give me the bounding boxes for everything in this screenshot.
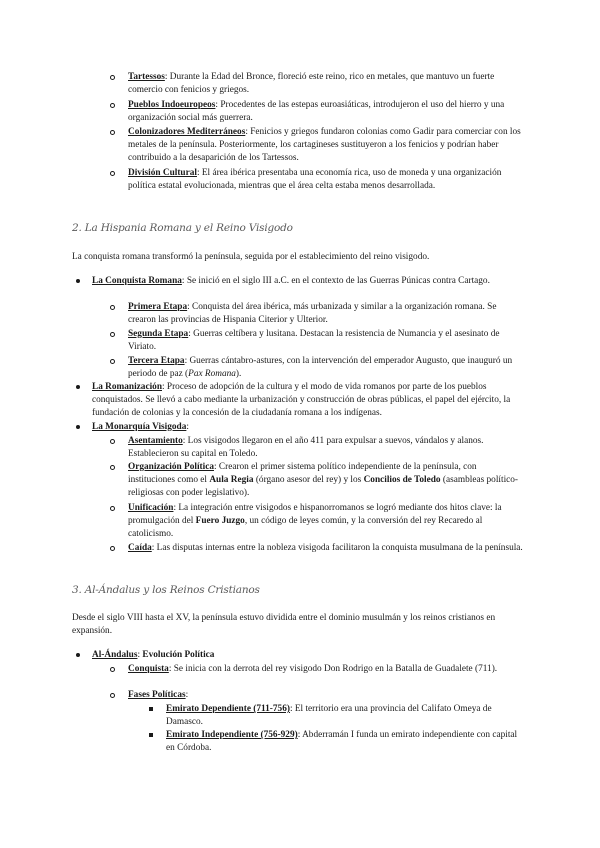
term: Segunda Etapa <box>128 329 189 339</box>
circle-bullet-icon <box>110 130 115 135</box>
section-heading: 3. Al-Ándalus y los Reinos Cristianos <box>72 584 260 596</box>
term: Caída <box>128 543 152 553</box>
disc-bullet-icon <box>76 653 80 657</box>
circle-bullet-icon <box>110 465 115 470</box>
square-bullet-icon <box>149 733 153 737</box>
list-item-division <box>128 167 523 193</box>
term: Al-Ándalus <box>92 650 138 660</box>
circle-bullet-icon <box>110 359 115 364</box>
disc-bullet-icon <box>76 385 80 389</box>
item-bold: Evolución Política <box>142 650 215 660</box>
item-text: : Se inició en el siglo III a.C. en el contexto de las Guerras Púnicas contra Cartago. <box>181 276 490 286</box>
item-text: : Los visigodos llegaron en el año 411 para expulsar a suevos, vándalos y alanos. Establecieron su capital en Toledo. <box>128 436 484 459</box>
term: División Cultural <box>128 168 197 178</box>
list-item-organizacion-politica <box>128 461 523 500</box>
circle-bullet-icon <box>110 75 115 80</box>
item-text: (asambleas político-religiosas con poder legislativo). <box>128 475 519 498</box>
item-italic: Pax Romana <box>188 369 236 379</box>
term: Unificación <box>128 503 174 513</box>
term: Organización Política <box>128 462 214 472</box>
item-text: : Guerras cántabro-astures, con la intervención del emperador Augusto, que inauguró un periodo de paz ( <box>128 356 513 379</box>
item-text: : <box>137 650 143 660</box>
term: Asentamiento <box>128 436 183 446</box>
list-item-caida <box>128 542 523 555</box>
square-bullet-icon <box>149 707 153 711</box>
item-text: : Crearon el primer sistema político independiente de la península, con instituciones como el <box>128 462 477 485</box>
item-text: ). <box>235 369 242 379</box>
term: La Romanización <box>92 382 162 392</box>
list-item-al-andalus <box>92 649 522 662</box>
term: Emirato Independiente (756-929) <box>166 730 298 740</box>
term: Tartessos <box>128 72 165 82</box>
circle-bullet-icon <box>110 667 115 672</box>
term: Fases Políticas <box>128 690 186 700</box>
list-item-primera-etapa <box>128 301 523 327</box>
circle-bullet-icon <box>110 439 115 444</box>
item-text: : <box>185 690 189 700</box>
item-text: : Fenicios y griegos fundaron colonias como Gadir para comerciar con los metales de la península. Posteriormente, los cartagineses sustituyeron a los fenicios y podrían haber contribuido a la desaparición de los Tartessos. <box>128 127 521 163</box>
list-item-unificacion <box>128 502 523 541</box>
item-text: , un código de leyes común, y la conversión del rey Recaredo al catolicismo. <box>128 516 483 539</box>
list-item-colonizadores <box>128 126 523 165</box>
term: Pueblos Indoeuropeos <box>128 100 216 110</box>
list-item-segunda-etapa <box>128 328 523 354</box>
circle-bullet-icon <box>110 546 115 551</box>
circle-bullet-icon <box>110 506 115 511</box>
disc-bullet-icon <box>76 279 80 283</box>
term: La Monarquía Visigoda <box>92 422 187 432</box>
section-intro: Desde el siglo VIII hasta el XV, la península estuvo dividida entre el dominio musulmán y los reinos cristianos en expansión. <box>72 613 496 636</box>
list-item-conquista-romana <box>92 275 522 288</box>
list-item-monarquia-visigoda <box>92 421 522 434</box>
list-item-tartessos <box>128 71 523 97</box>
circle-bullet-icon <box>110 693 115 698</box>
item-bold: Concilios de Toledo <box>363 475 441 485</box>
item-text: : Procedentes de las estepas euroasiáticas, introdujeron el uso del hierro y una organización social más guerrera. <box>128 100 505 123</box>
item-text: : Abderramán I funda un emirato independiente con capital en Córdoba. <box>166 730 518 753</box>
item-bold: Aula Regia <box>209 475 254 485</box>
term: Conquista <box>128 664 169 674</box>
circle-bullet-icon <box>110 103 115 108</box>
item-text: : El área ibérica presentaba una economía rica, uso de moneda y una organización política estatal evolucionada, mientras que el área celta estaba menos desarrollada. <box>128 168 502 191</box>
circle-bullet-icon <box>110 332 115 337</box>
list-item-asentamiento <box>128 435 523 461</box>
item-text: : Las disputas internas entre la nobleza visigoda facilitaron la conquista musulmana de la península. <box>151 543 523 553</box>
item-text: : Se inicia con la derrota del rey visigodo Don Rodrigo en la Batalla de Guadalete (711). <box>168 664 498 674</box>
circle-bullet-icon <box>110 305 115 310</box>
circle-bullet-icon <box>110 171 115 176</box>
term: Emirato Dependiente (711-756) <box>166 704 290 714</box>
section-heading: 2. La Hispania Romana y el Reino Visigodo <box>72 222 293 234</box>
list-item-indoeuropeos <box>128 99 523 125</box>
item-text: : Conquista del área ibérica, más urbanizada y similar a la organización romana. Se crearon las provincias de Hispania Citerior y Ulterior. <box>128 302 497 325</box>
term: Primera Etapa <box>128 302 188 312</box>
item-text: (órgano asesor del rey) y los <box>253 475 364 485</box>
term: Colonizadores Mediterráneos <box>128 127 246 137</box>
item-text: : Durante la Edad del Bronce, floreció este reino, rico en metales, que mantuvo un fuerte comercio con fenicios y griegos. <box>128 72 495 95</box>
list-item-tercera-etapa <box>128 355 523 381</box>
list-item-fases-politicas <box>128 689 523 702</box>
item-text: : La integración entre visigodos e hispanorromanos se logró mediante dos hitos clave: la promulgación del <box>128 503 502 526</box>
disc-bullet-icon <box>76 425 80 429</box>
list-item-emirato-independiente <box>166 729 523 755</box>
item-bold: Fuero Juzgo <box>195 516 245 526</box>
item-text: : Proceso de adopción de la cultura y el modo de vida romanos por parte de los pueblos conquistados. Se llevó a cabo mediante la urbanización y construcción de obras públicas, el papel del ejército, la fundación de colonias y la concesión de la ciudadanía romana a los indígenas. <box>92 382 511 418</box>
term: La Conquista Romana <box>92 276 182 286</box>
term: Tercera Etapa <box>128 356 185 366</box>
item-text: : <box>186 422 189 432</box>
section-intro: La conquista romana transformó la península, seguida por el establecimiento del reino visigodo. <box>72 252 430 262</box>
list-item-romanizacion <box>92 381 522 420</box>
item-text: : Guerras celtíbera y lusitana. Destacan la resistencia de Numancia y el asesinato de Viriato. <box>128 329 500 352</box>
list-item-emirato-dependiente <box>166 703 523 729</box>
item-text: : El territorio era una provincia del Califato Omeya de Damasco. <box>166 704 492 727</box>
list-item-conquista <box>128 663 523 676</box>
